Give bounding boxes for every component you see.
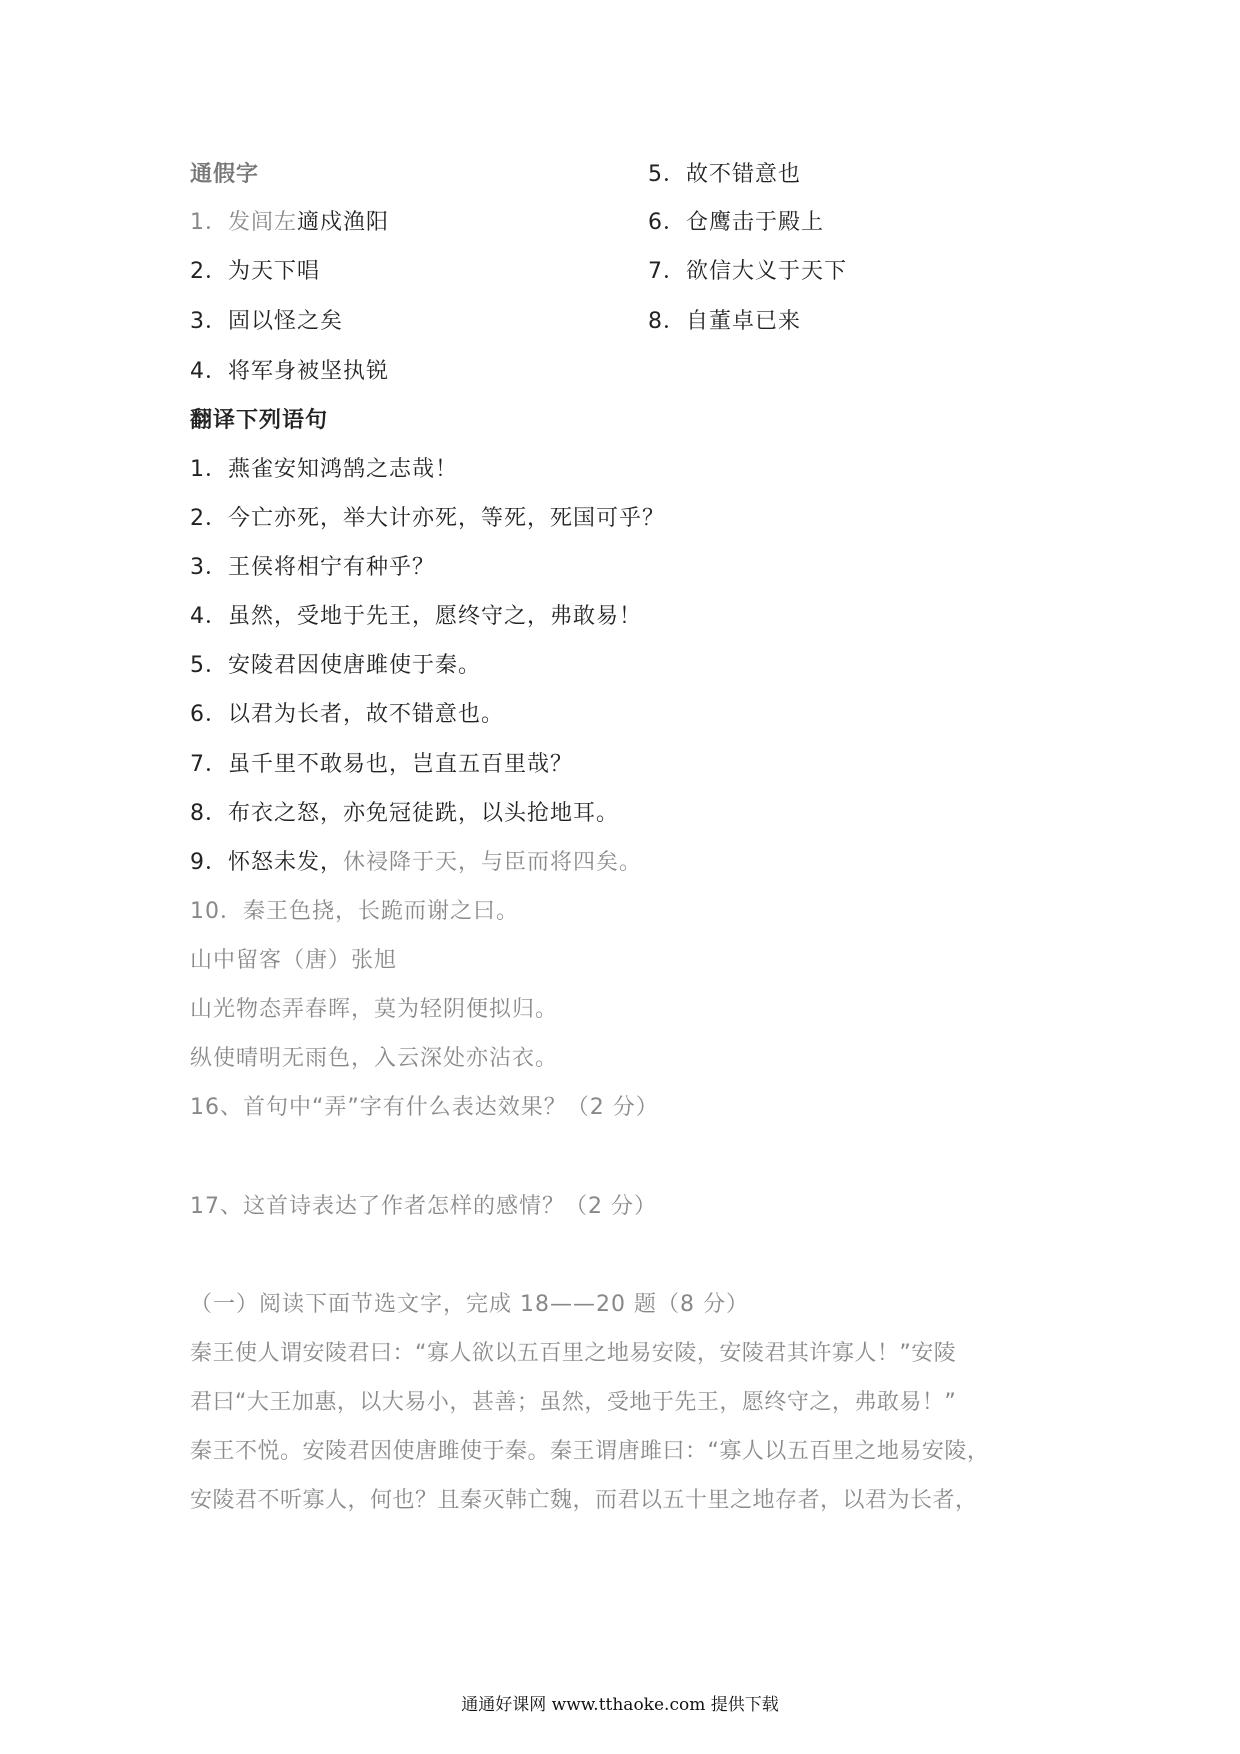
translate-item-2: 2．今亡亦死，举大计亦死，等死，死国可乎？ <box>190 506 665 531</box>
poem-line-1: 山光物态弄春晖，莫为轻阴便拟归。 <box>190 997 559 1022</box>
translate-item-3: 3．王侯将相宁有种乎？ <box>190 555 435 580</box>
tongjiazi-item-1-prefix: 1．发闾左 <box>190 210 297 235</box>
translate-item-6: 6．以君为长者，故不错意也。 <box>190 702 504 727</box>
translate-item-5: 5．安陵君因使唐雎使于秦。 <box>190 653 481 678</box>
tongjiazi-item-7: 7．欲信大义于天下 <box>648 259 847 284</box>
tongjiazi-item-6: 6．仓鹰击于殿上 <box>648 210 824 235</box>
translate-item-9-gray: 休祲降于天，与臣而将四矣。 <box>343 850 643 875</box>
tongjiazi-item-2: 2．为天下唱 <box>190 259 320 284</box>
section-heading-translate: 翻译下列语句 <box>190 408 329 433</box>
poem-title: 山中留客（唐）张旭 <box>190 948 398 973</box>
tongjiazi-item-3: 3．固以怪之矣 <box>190 309 343 334</box>
reading-line-2: 君曰“大王加惠，以大易小，甚善；虽然，受地于先王，愿终守之，弗敢易！” <box>190 1390 957 1415</box>
question-16: 16、首句中“弄”字有什么表达效果？（2 分） <box>190 1095 659 1120</box>
reading-line-1: 秦王使人谓安陵君曰：“寡人欲以五百里之地易安陵，安陵君其许寡人！”安陵 <box>190 1341 957 1366</box>
question-17: 17、这首诗表达了作者怎样的感情？（2 分） <box>190 1194 657 1219</box>
translate-item-4: 4．虽然，受地于先王，愿终守之，弗敢易！ <box>190 604 642 629</box>
tongjiazi-item-8: 8．自董卓已来 <box>648 309 801 334</box>
tongjiazi-item-5: 5．故不错意也 <box>648 162 801 187</box>
translate-item-10: 10．秦王色挠，长跪而谢之曰。 <box>190 899 519 924</box>
reading-line-3: 秦王不悦。安陵君因使唐雎使于秦。秦王谓唐雎曰：“寡人以五百里之地易安陵， <box>190 1439 990 1464</box>
page-footer: 通通好课网 www.tthaoke.com 提供下载 <box>461 1695 779 1715</box>
translate-item-8: 8．布衣之怒，亦免冠徒跣，以头抢地耳。 <box>190 801 619 826</box>
translate-item-9-dark: 9．怀怒未发， <box>190 850 343 875</box>
tongjiazi-item-4: 4．将军身被坚执锐 <box>190 359 389 384</box>
poem-line-2: 纵使晴明无雨色，入云深处亦沾衣。 <box>190 1046 559 1071</box>
translate-item-9 <box>190 848 642 878</box>
reading-line-4: 安陵君不听寡人，何也？且秦灭韩亡魏，而君以五十里之地存者，以君为长者， <box>190 1488 978 1513</box>
translate-item-1: 1．燕雀安知鸿鹄之志哉！ <box>190 457 458 482</box>
tongjiazi-item-1 <box>190 208 389 238</box>
section-heading-tongjiazi: 通假字 <box>190 162 260 187</box>
reading-intro: （一）阅读下面节选文字，完成 18——20 题（8 分） <box>190 1292 749 1317</box>
tongjiazi-item-1-rest: 適戍渔阳 <box>297 210 390 235</box>
translate-item-7: 7．虽千里不敢易也，岂直五百里哉？ <box>190 752 573 777</box>
